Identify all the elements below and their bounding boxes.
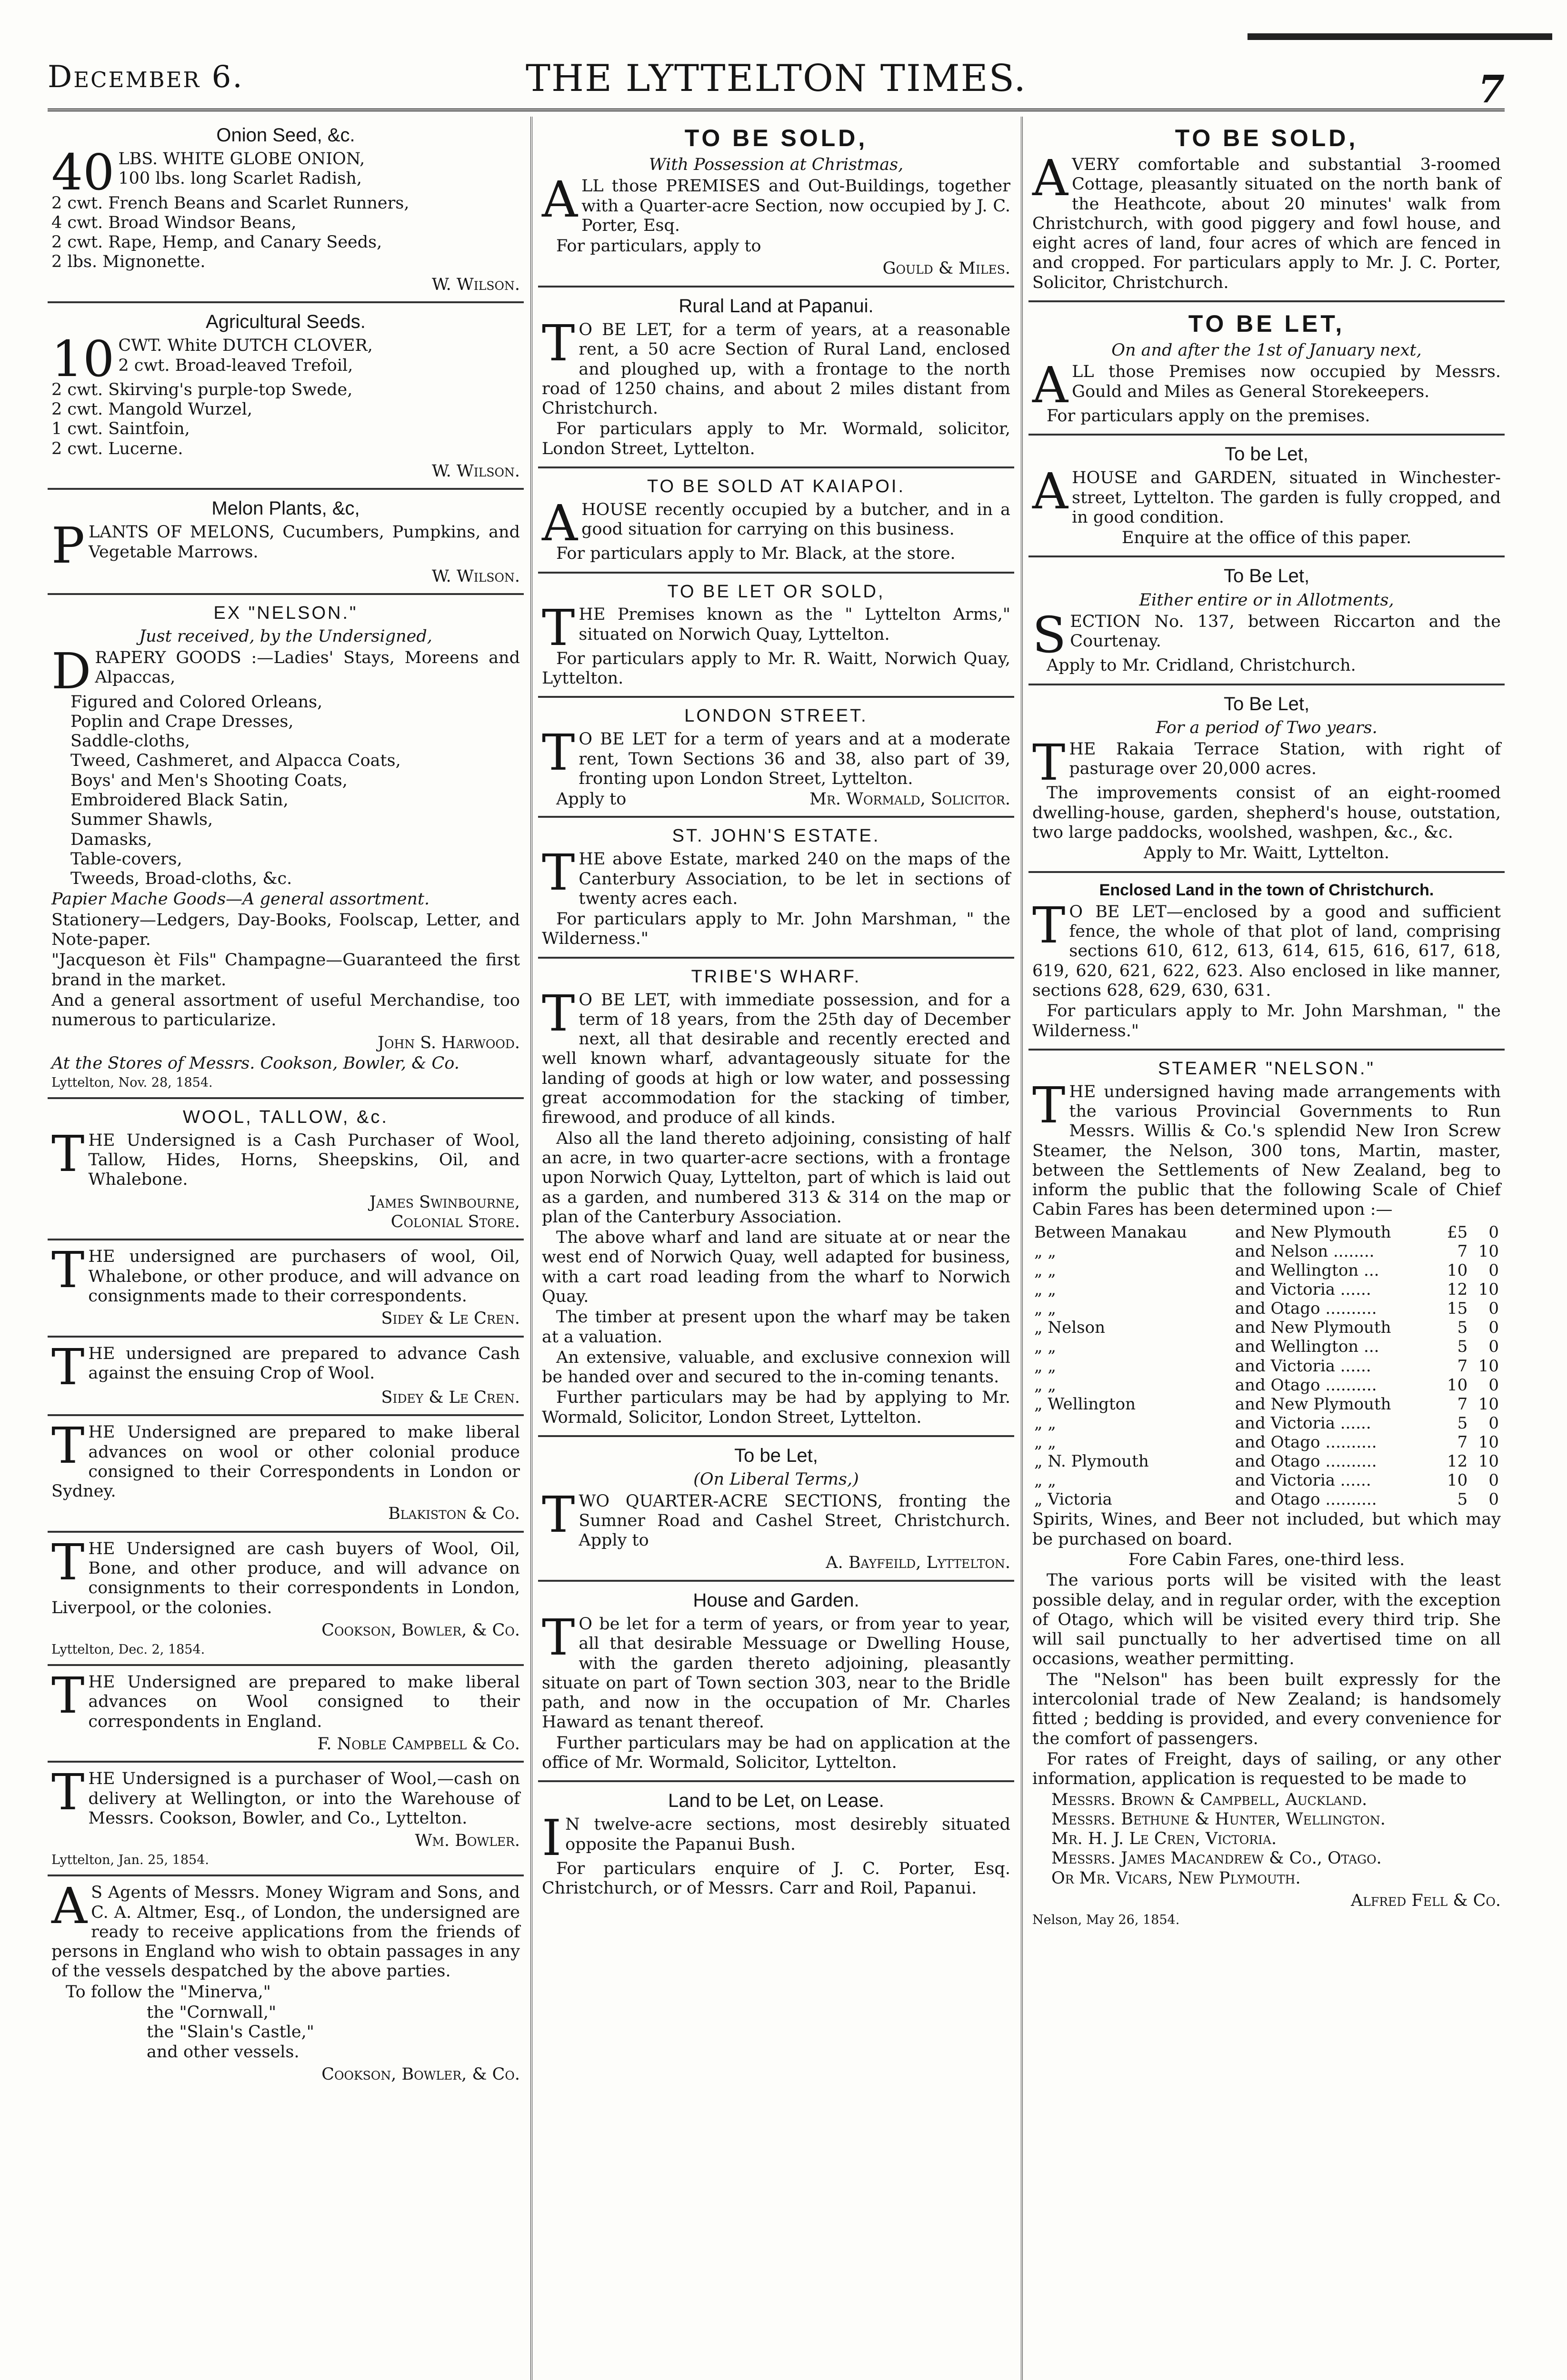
ad-signature: Sidey & Le Cren. <box>381 1388 520 1407</box>
ad-papanui-land <box>538 288 1014 468</box>
fare-cell: 10 <box>1478 1356 1499 1376</box>
ad-london-street <box>538 698 1014 818</box>
drop-capital: T <box>542 599 575 657</box>
ad-melon-plants <box>48 490 524 595</box>
ad-text: Apply to Mr. Waitt, Lyttelton. <box>1143 843 1390 863</box>
fare-cell: and Wellington ... <box>1235 1337 1379 1357</box>
drop-capital: T <box>51 1763 85 1822</box>
ad-text: O be let for a term of years, or from year to year, all that desirable Messuage or Dwelling House, with the garden thereto adjoining, pleasantly situate on part of Town section 303, near to the Bridle path, and now in the occupation of Mr. Charles Haward as tenant thereof. <box>542 1614 1010 1732</box>
fare-row <box>1032 1433 1501 1452</box>
ad-text: HE Premises known as the " Lyttelton Arms," situated on Norwich Quay, Lyttelton. <box>579 605 1010 644</box>
ad-text: The various ports will be visited with the least possible delay, and in regular order, with the exception of Otago, which will be visited every third trip. She will sail punctually to her advertised time on all occasions, weather permitting. <box>1032 1571 1501 1669</box>
ad-text: Apply to Mr. Cridland, Christchurch. <box>1047 656 1356 675</box>
fare-row <box>1032 1337 1501 1356</box>
fare-cell: and Otago .......... <box>1235 1432 1377 1452</box>
ad-signature: Mr. Wormald, Solicitor. <box>809 790 1010 809</box>
fare-cell: Between Manakau <box>1034 1222 1187 1242</box>
ad-bowler <box>48 1763 524 1876</box>
ad-text: "Jacqueson èt Fils" Champagne—Guaranteed the first brand in the market. <box>51 951 520 990</box>
fare-cell: 0 <box>1488 1222 1499 1242</box>
drop-capital: A <box>1032 356 1068 415</box>
ad-signature: W. Wilson. <box>431 275 520 294</box>
ad-text: ECTION No. 137, between Riccarton and the Courtenay. <box>1070 612 1501 651</box>
masthead <box>48 45 1505 112</box>
ad-signature: Cookson, Bowler, & Co. <box>321 2064 520 2084</box>
ad-text: HE above Estate, marked 240 on the maps of the Canterbury Association, to be let in sections of twenty acres each. <box>579 850 1010 908</box>
ad-date: Lyttelton, Nov. 28, 1854. <box>51 1075 213 1091</box>
fare-cell: 10 <box>1478 1432 1499 1452</box>
fare-cell: „ „ <box>1034 1432 1057 1452</box>
ad-section-137 <box>1028 557 1505 685</box>
ad-text: Further particulars may be had on application at the office of Mr. Wormald, Solicitor, Lyttelton. <box>542 1733 1010 1772</box>
fare-cell: 10 <box>1478 1241 1499 1261</box>
drop-capital: A <box>542 170 578 229</box>
ad-signature: James Swinbourne, <box>369 1192 520 1212</box>
ad-text: O BE LET for a term of years and at a moderate rent, Town Sections 36 and 38, also part of 39, fronting upon London Street, Lyttelton. <box>579 730 1010 788</box>
drop-capital: T <box>542 984 575 1042</box>
fares-table <box>1032 1223 1501 1509</box>
ad-text: O BE LET—enclosed by a good and sufficient fence, the whole of that plot of land, comprising sections 610, 612, 613, 614, 615, 616, 617, 618, 619, 620, 621, 622, 623. Also enclosed in like manner, sections 628, 629, 630, 631. <box>1032 902 1501 1000</box>
fare-cell: „ „ <box>1034 1280 1057 1299</box>
ad-line: Figured and Colored Orleans, <box>70 692 323 712</box>
ad-subheading: On and after the 1st of January next, <box>1111 341 1422 360</box>
agent-line: Mr. H. J. Le Cren, Victoria. <box>1051 1829 1277 1849</box>
ad-text: N twelve-acre sections, most desirebly situated opposite the Papanui Bush. <box>565 1815 1010 1854</box>
ad-campbell <box>48 1666 524 1763</box>
issue-date: December 6. <box>48 60 244 95</box>
ad-line: 2 cwt. Rape, Hemp, and Canary Seeds, <box>51 233 382 252</box>
drop-capital: A <box>542 494 578 552</box>
ad-heading: TO BE SOLD, <box>684 125 868 151</box>
ad-agricultural-seeds <box>48 303 524 490</box>
ad-text: S Agents of Messrs. Money Wigram and Sons, and C. A. Altmer, Esq., of London, the undersigned are ready to receive applications from the friends of persons in England who wish to obtain passages in any of the vessels despatched by the above parties. <box>51 1883 520 1981</box>
ad-ex-nelson <box>48 595 524 1099</box>
drop-capital: T <box>1032 1076 1066 1134</box>
fare-cell: 7 <box>1457 1394 1468 1414</box>
ad-signature: Colonial Store. <box>390 1212 520 1232</box>
drop-capital: T <box>1032 734 1066 792</box>
fare-cell: and Nelson ........ <box>1235 1241 1375 1261</box>
ad-text: O BE LET, for a term of years, at a reasonable rent, a 50 acre Section of Rural Land, enclosed and ploughed up, with a frontage to the north road of 1250 chains, and about 2 miles distant from Christchurch. <box>542 320 1010 418</box>
fare-cell: 0 <box>1488 1318 1499 1338</box>
drop-capital: T <box>51 1417 85 1475</box>
fare-cell: and New Plymouth <box>1235 1394 1391 1414</box>
fare-row <box>1032 1299 1501 1318</box>
column-divider <box>530 117 532 2380</box>
fare-cell: 10 <box>1478 1394 1499 1414</box>
ad-heading: To be Let, <box>734 1445 818 1467</box>
fare-cell: 10 <box>1447 1260 1468 1280</box>
fare-row <box>1032 1395 1501 1414</box>
drop-capital: A <box>1032 462 1068 521</box>
ad-text: An extensive, valuable, and exclusive connexion will be handed over and secured to the in-coming tenants. <box>542 1348 1010 1387</box>
ad-text: Fore Cabin Fares, one-third less. <box>1128 1550 1405 1569</box>
drop-capital: 10 <box>51 330 115 388</box>
ad-line: Boys' and Men's Shooting Coats, <box>70 771 348 790</box>
ad-line: and other vessels. <box>147 2042 299 2062</box>
fare-cell: 7 <box>1457 1432 1468 1452</box>
fare-cell: and Otago .......... <box>1235 1452 1377 1471</box>
ad-heading: WOOL, TALLOW, &c. <box>183 1107 389 1128</box>
ad-subheading: Just received, by the Undersigned, <box>139 626 432 646</box>
drop-capital: T <box>51 1533 85 1591</box>
drop-capital: T <box>542 843 575 902</box>
ad-house-and-garden <box>538 1582 1014 1783</box>
ad-text: HE Undersigned are prepared to make liberal advances on Wool consigned to their correspondents in England. <box>88 1673 520 1731</box>
ad-text: HE Undersigned is a Cash Purchaser of Wool, Tallow, Hides, Horns, Sheepskins, Oil, and Whalebone. <box>88 1130 520 1190</box>
ad-cottage-for-sale <box>1028 117 1505 302</box>
ad-date: Lyttelton, Jan. 25, 1854. <box>51 1853 209 1868</box>
fare-cell: 10 <box>1447 1375 1468 1395</box>
drop-capital: A <box>1032 149 1068 207</box>
ad-text: For particulars apply to Mr. R. Waitt, Norwich Quay, Lyttelton. <box>542 649 1010 688</box>
page-number: 7 <box>1478 67 1505 111</box>
ad-text: HE Undersigned are cash buyers of Wool, Oil, Bone, and other produce, and will advance on consignments to their correspondents in London, Liverpool, or the colonies. <box>51 1539 520 1617</box>
fare-cell: 5 <box>1457 1337 1468 1357</box>
ad-signature: John S. Harwood. <box>377 1033 520 1052</box>
ad-blakiston <box>48 1416 524 1532</box>
ad-signature: Cookson, Bowler, & Co. <box>321 1620 520 1640</box>
ad-signature: W. Wilson. <box>431 461 520 481</box>
drop-capital: A <box>51 1877 88 1935</box>
ad-heading: Agricultural Seeds. <box>206 311 366 333</box>
ad-lyttelton-arms <box>538 574 1014 698</box>
ad-line: 4 cwt. Broad Windsor Beans, <box>51 213 297 232</box>
ad-heading: EX "NELSON." <box>213 603 358 623</box>
fare-cell: and New Plymouth <box>1235 1318 1391 1338</box>
fare-cell: „ Nelson <box>1034 1318 1105 1338</box>
fare-row <box>1032 1452 1501 1471</box>
fare-cell: 0 <box>1488 1260 1499 1280</box>
fare-cell: 5 <box>1457 1318 1468 1338</box>
ad-text: HOUSE recently occupied by a butcher, and in a good situation for carrying on this business. <box>581 500 1010 539</box>
ad-subheading: With Possession at Christmas, <box>649 155 904 174</box>
fare-cell: „ „ <box>1034 1260 1057 1280</box>
ad-subheading: For a period of Two years. <box>1156 718 1377 737</box>
ad-text: HE undersigned are purchasers of wool, Oil, Whalebone, or other produce, and will advance on consignments made to their correspondents. <box>88 1247 520 1306</box>
column-3 <box>1028 117 1505 2380</box>
ad-gould-miles-premises <box>1028 302 1505 436</box>
ad-heading: To Be Let, <box>1223 565 1310 587</box>
fare-cell: 10 <box>1478 1452 1499 1471</box>
fare-cell: 12 <box>1447 1452 1468 1471</box>
ad-text: The "Nelson" has been built expressly for the intercolonial trade of New Zealand; is handsomely fitted ; bedding is provided, and every convenience for the comfort of passengers. <box>1032 1670 1501 1748</box>
ad-text: O BE LET, with immediate possession, and for a term of 18 years, from the 25th day of December next, all that desirable and recently erected and well known wharf, advantageously situate for the landing of goods at high or low water, and possessing great accommodation for the stacking of timber, firewood, and produce of all kinds. <box>542 990 1010 1128</box>
ad-heading: To Be Let, <box>1223 693 1310 714</box>
ad-line: 2 cwt. French Beans and Scarlet Runners, <box>51 193 409 213</box>
fare-row <box>1032 1376 1501 1395</box>
top-rule-bar <box>1248 33 1552 40</box>
ad-signature: Sidey & Le Cren. <box>381 1309 520 1329</box>
ad-date: Lyttelton, Dec. 2, 1854. <box>51 1642 205 1657</box>
ad-text: WO QUARTER-ACRE SECTIONS, fronting the Sumner Road and Cashel Street, Christchurch. Apply to <box>579 1491 1010 1550</box>
ad-money-wigram <box>48 1876 524 2091</box>
ad-sidey-purchasers <box>48 1240 524 1337</box>
fare-cell: „ Wellington <box>1034 1394 1136 1414</box>
ad-line: Summer Shawls, <box>70 810 213 830</box>
fare-cell: „ „ <box>1034 1375 1057 1395</box>
ad-heading: LONDON STREET. <box>684 706 868 726</box>
ad-line: Damasks, <box>70 830 152 849</box>
drop-capital: T <box>542 1608 575 1666</box>
ad-heading: TO BE LET OR SOLD, <box>667 581 885 602</box>
ad-tribes-wharf <box>538 959 1014 1437</box>
fare-row <box>1032 1471 1501 1490</box>
ad-cookson-buyers <box>48 1533 524 1666</box>
fare-cell: 0 <box>1488 1299 1499 1319</box>
ad-text: HE Rakaia Terrace Station, with right of pasturage over 20,000 acres. <box>1069 740 1501 779</box>
fare-cell: 0 <box>1488 1471 1499 1490</box>
fare-cell: and New Plymouth <box>1235 1222 1391 1242</box>
ad-text: The improvements consist of an eight-roomed dwelling-house, garden, shepherd's house, outstation, two large paddocks, woolshed, washpen, &c., &c. <box>1032 783 1501 843</box>
fare-cell: „ Victoria <box>1034 1490 1112 1509</box>
ad-line: Tweed, Cashmeret, and Alpacca Coats, <box>70 751 401 771</box>
column-2 <box>538 117 1014 2380</box>
ad-text: HE undersigned having made arrangements with the various Provincial Governments to Run Messrs. Willis & Co.'s splendid New Iron Screw Steamer, the Nelson, 300 tons, Martin, master, between the Settlements of New Zealand, beg to inform the public that the following Scale of Chief Cabin Fares has been determined upon :— <box>1032 1082 1501 1220</box>
ad-line: the "Slain's Castle," <box>147 2023 314 2042</box>
column-divider <box>1021 117 1023 2380</box>
ad-heading: Onion Seed, &c. <box>216 125 355 146</box>
ad-quarter-acre-sections <box>538 1437 1014 1582</box>
fare-cell: „ „ <box>1034 1241 1057 1261</box>
ad-subheading: Either entire or in Allotments, <box>1139 590 1394 610</box>
ad-to-be-sold-premises <box>538 117 1014 288</box>
fare-cell: and Victoria ...... <box>1235 1356 1371 1376</box>
ad-text: And a general assortment of useful Merchandise, too numerous to particularize. <box>51 991 520 1030</box>
fare-cell: £5 <box>1447 1222 1468 1242</box>
ad-text: LANTS OF MELONS, Cucumbers, Pumpkins, and Vegetable Marrows. <box>88 523 520 562</box>
ad-heading: Land to be Let, on Lease. <box>668 1790 884 1812</box>
fare-cell: and Victoria ...... <box>1235 1280 1371 1299</box>
ad-text: For particulars apply to Mr. John Marshman, " the Wilderness." <box>542 910 1010 949</box>
ad-heading: To be Let, <box>1225 444 1308 465</box>
ad-heading: TO BE LET, <box>1188 310 1345 337</box>
ad-text: HE undersigned are prepared to advance Cash against the ensuing Crop of Wool. <box>88 1344 520 1383</box>
ad-text: For rates of Freight, days of sailing, or any other information, application is requested to be made to <box>1032 1749 1501 1789</box>
fare-row <box>1032 1280 1501 1299</box>
drop-capital: S <box>1032 605 1067 664</box>
agent-line: Messrs. Brown & Campbell, Auckland. <box>1051 1790 1367 1809</box>
ad-text: VERY comfortable and substantial 3-roomed Cottage, pleasantly situated on the north bank of the Heathcote, about 20 minutes' walk from Christchurch, with good piggery and fowl house, and eight acres of land, four acres of which are fenced in and cropped. For particulars apply to Mr. J. C. Porter, Solicitor, Christchurch. <box>1032 155 1501 292</box>
fare-cell: 7 <box>1457 1356 1468 1376</box>
ad-line: 2 cwt. Skirving's purple-top Swede, <box>51 380 353 399</box>
fare-cell: „ „ <box>1034 1337 1057 1357</box>
ad-text: Further particulars may be had by applying to Mr. Wormald, Solicitor, London Street, Lyttelton. <box>542 1388 1010 1427</box>
fare-cell: 0 <box>1488 1490 1499 1509</box>
ad-heading: House and Garden. <box>693 1589 859 1611</box>
ad-signature: Blakiston & Co. <box>388 1504 520 1524</box>
fare-row <box>1032 1242 1501 1261</box>
agent-line: Messrs. James Macandrew & Co., Otago. <box>1051 1849 1382 1868</box>
fare-cell: 0 <box>1488 1337 1499 1357</box>
drop-capital: T <box>51 1124 85 1183</box>
ad-line: LBS. WHITE GLOBE ONION, <box>118 149 365 169</box>
ad-heading: Enclosed Land in the town of Christchurch. <box>1099 881 1434 899</box>
ad-kaiapoi <box>538 468 1014 574</box>
ad-heading: Melon Plants, &c, <box>211 498 360 519</box>
fare-cell: 0 <box>1488 1375 1499 1395</box>
ad-line: 2 cwt. Lucerne. <box>51 439 183 458</box>
ad-onion-seed <box>48 117 524 303</box>
ad-signature: W. Wilson. <box>431 566 520 586</box>
fare-cell: „ „ <box>1034 1413 1057 1433</box>
ad-text: For particulars apply to Mr. John Marshman, " the Wilderness." <box>1032 1002 1501 1041</box>
ad-text: Spirits, Wines, and Beer not included, but which may be purchased on board. <box>1032 1510 1501 1549</box>
drop-capital: T <box>51 1241 85 1299</box>
fare-row <box>1032 1490 1501 1509</box>
ad-text: The above wharf and land are situate at or near the west end of Norwich Quay, well adapted for business, with a cart road leading from the wharf to Norwich Quay. <box>542 1228 1010 1306</box>
ad-line: 2 lbs. Mignonette. <box>51 252 206 272</box>
ad-text: Also all the land thereto adjoining, consisting of half an acre, in two quarter-acre sections, with a frontage upon Norwich Quay, Lyttelton, part of which is laid out as a garden, and numbered 313 & 314 on the map or plan of the Canterbury Association. <box>542 1129 1010 1227</box>
ad-text: HOUSE and GARDEN, situated in Winchester-street, Lyttelton. The garden is fully cropped, and in good condition. <box>1072 468 1501 527</box>
fare-cell: 0 <box>1488 1413 1499 1433</box>
fare-row <box>1032 1223 1501 1242</box>
drop-capital: I <box>542 1809 562 1867</box>
agent-line: Messrs. Bethune & Hunter, Wellington. <box>1051 1809 1386 1829</box>
ad-line: 1 cwt. Saintfoin, <box>51 419 190 439</box>
ad-text: LL those PREMISES and Out-Buildings, together with a Quarter-acre Section, now occupied by J. C. Porter, Esq. <box>581 177 1010 235</box>
fare-cell: 10 <box>1478 1280 1499 1299</box>
ad-line: 100 lbs. long Scarlet Radish, <box>118 169 362 188</box>
ad-winchester-street <box>1028 436 1505 557</box>
ad-line: Embroidered Black Satin, <box>70 791 289 810</box>
ad-subheading: (On Liberal Terms,) <box>693 1470 859 1489</box>
ad-text: RAPERY GOODS :—Ladies' Stays, Moreens and Alpaccas, <box>95 648 520 687</box>
ad-line: 2 cwt. Broad-leaved Trefoil, <box>118 356 353 375</box>
ad-sidey-advance <box>48 1338 524 1417</box>
fare-cell: 10 <box>1447 1471 1468 1490</box>
drop-capital: T <box>51 1666 85 1725</box>
ad-date: Nelson, May 26, 1854. <box>1032 1913 1180 1928</box>
ad-line: Saddle-cloths, <box>70 732 190 751</box>
masthead-rule <box>48 109 1505 111</box>
fare-row <box>1032 1357 1501 1376</box>
ad-text: For particulars apply to Mr. Wormald, solicitor, London Street, Lyttelton. <box>542 419 1010 458</box>
newspaper-title: THE LYTTELTON TIMES. <box>525 57 1027 100</box>
ad-land-on-lease <box>538 1782 1014 1906</box>
fare-cell: and Otago .......... <box>1235 1490 1377 1509</box>
fare-row <box>1032 1414 1501 1433</box>
ad-heading: TO BE SOLD AT KAIAPOI. <box>647 476 906 497</box>
ad-st-johns-estate <box>538 818 1014 958</box>
ad-text: For particulars enquire of J. C. Porter, Esq. Christchurch, or of Messrs. Carr and Roil, Papanui. <box>542 1859 1010 1898</box>
fare-cell: and Victoria ...... <box>1235 1471 1371 1490</box>
drop-capital: P <box>51 516 85 575</box>
drop-capital: T <box>51 1338 85 1396</box>
ad-signature: Alfred Fell & Co. <box>1350 1891 1501 1911</box>
ad-line: Tweeds, Broad-cloths, &c. <box>70 869 292 889</box>
fare-cell: 12 <box>1447 1280 1468 1299</box>
ad-text: Stationery—Ledgers, Day-Books, Foolscap, Letter, and Note-paper. <box>51 910 520 950</box>
ad-text: HE Undersigned is a purchaser of Wool,—cash on delivery at Wellington, or into the Warehouse of Messrs. Cookson, Bowler, and Co., Lyttelton. <box>88 1769 520 1828</box>
ad-text: At the Stores of Messrs. Cookson, Bowler, & Co. <box>51 1053 459 1073</box>
ad-enclosed-land <box>1028 873 1505 1051</box>
ad-text: To follow the "Minerva," <box>66 1982 271 2002</box>
ad-heading: TRIBE'S WHARF. <box>691 966 861 987</box>
drop-capital: D <box>51 642 91 701</box>
agent-line: Or Mr. Vicars, New Plymouth. <box>1051 1868 1301 1888</box>
ad-wool-tallow <box>48 1099 524 1240</box>
ad-heading: TO BE SOLD, <box>1175 125 1358 151</box>
ad-line: Table-covers, <box>70 849 182 869</box>
ad-line: Poplin and Crape Dresses, <box>70 712 294 731</box>
ad-heading: Rural Land at Papanui. <box>679 295 874 317</box>
drop-capital: T <box>542 1485 575 1544</box>
fare-cell: 15 <box>1447 1299 1468 1319</box>
fare-cell: and Otago .......... <box>1235 1299 1377 1319</box>
ad-text: Enquire at the office of this paper. <box>1121 528 1412 548</box>
ad-text: HE Undersigned are prepared to make liberal advances on wool or other colonial produce consigned to their Correspondents in London or Sydney. <box>51 1423 520 1501</box>
fare-cell: „ N. Plymouth <box>1034 1452 1149 1471</box>
fare-row <box>1032 1261 1501 1280</box>
ad-text: Papier Mache Goods—A general assortment. <box>51 890 430 909</box>
ad-line: 2 cwt. Mangold Wurzel, <box>51 399 253 419</box>
fare-cell: and Victoria ...... <box>1235 1413 1371 1433</box>
fare-row <box>1032 1318 1501 1337</box>
ad-heading: STEAMER "NELSON." <box>1158 1058 1376 1079</box>
drop-capital: 40 <box>51 143 115 202</box>
fare-cell: „ „ <box>1034 1471 1057 1490</box>
ad-steamer-nelson <box>1028 1051 1505 1934</box>
ad-signature: Wm. Bowler. <box>415 1831 520 1851</box>
fare-cell: „ „ <box>1034 1299 1057 1319</box>
fare-cell: „ „ <box>1034 1356 1057 1376</box>
ad-text: For particulars apply to Mr. Black, at the store. <box>556 544 956 564</box>
fare-cell: 7 <box>1457 1241 1468 1261</box>
drop-capital: T <box>542 724 575 782</box>
ad-text: The timber at present upon the wharf may be taken at a valuation. <box>542 1308 1010 1347</box>
ad-rakaia-terrace <box>1028 685 1505 873</box>
ad-line: the "Cornwall," <box>147 2003 277 2023</box>
ad-text: LL those Premises now occupied by Messrs. Gould and Miles as General Storekeepers. <box>1072 362 1501 401</box>
fare-cell: 5 <box>1457 1490 1468 1509</box>
column-1 <box>48 117 524 2380</box>
fare-cell: and Wellington ... <box>1235 1260 1379 1280</box>
ad-heading: ST. JOHN'S ESTATE. <box>672 826 880 846</box>
drop-capital: T <box>542 314 575 372</box>
drop-capital: T <box>1032 896 1066 954</box>
fare-cell: and Otago .......... <box>1235 1375 1377 1395</box>
ad-text: For particulars apply on the premises. <box>1047 406 1370 426</box>
ad-text: Apply to <box>556 790 627 809</box>
ad-signature: Gould & Miles. <box>882 259 1010 278</box>
ad-signature: A. Bayfeild, Lyttelton. <box>826 1553 1010 1573</box>
ad-text: For particulars, apply to <box>556 237 761 256</box>
ad-signature: F. Noble Campbell & Co. <box>317 1734 520 1754</box>
ad-line: CWT. White DUTCH CLOVER, <box>118 336 373 356</box>
fare-cell: 5 <box>1457 1413 1468 1433</box>
